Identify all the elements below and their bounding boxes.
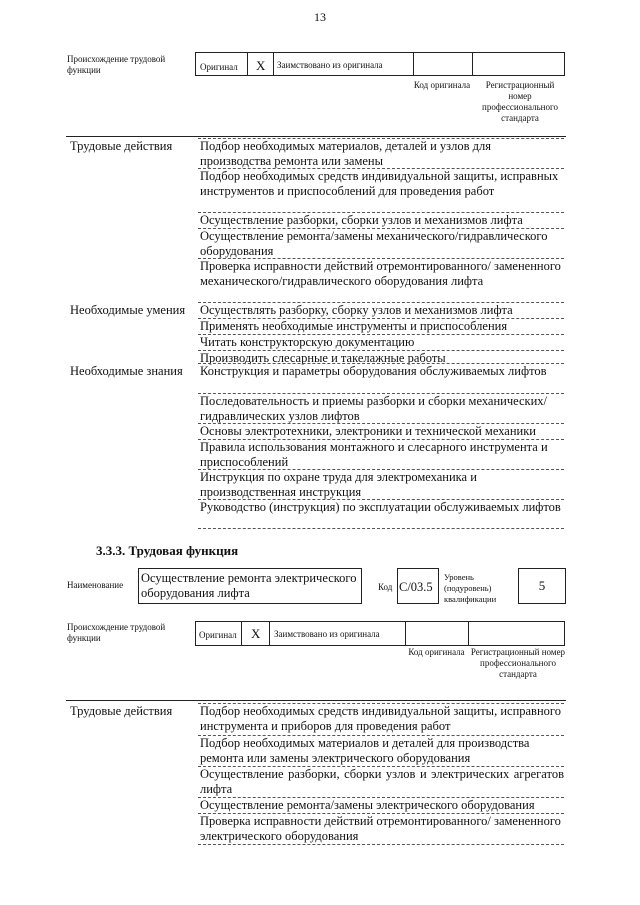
origin-label: Происхождение трудовой функции xyxy=(67,622,166,643)
code-caption: Код оригинала xyxy=(408,647,465,657)
action-row: Подбор необходимых материалов, деталей и узлов для производства ремонта или замены xyxy=(198,138,564,168)
action-row: Подбор необходимых материалов и деталей для производства ремонта или замены электрического оборудования xyxy=(198,735,564,766)
action-row: Подбор необходимых средств индивидуальной защиты, исправного инструмента и приборов для проведения работ xyxy=(198,703,564,735)
skill-row: Читать конструкторскую документацию xyxy=(198,334,564,350)
original-label: Оригинал xyxy=(199,630,237,640)
knowledge-label: Необходимые знания xyxy=(70,364,183,378)
action-row: Подбор необходимых средств индивидуальной защиты, исправных инструментов и приспособлений для проведения работ xyxy=(198,168,564,212)
code-caption: Код оригинала xyxy=(413,80,471,90)
knowledge-row: Основы электротехники, электроники и технической механики xyxy=(198,423,564,439)
knowledge-row: Конструкция и параметры оборудования обслуживаемых лифтов xyxy=(198,363,564,393)
skill-row: Осуществлять разборку, сборку узлов и механизмов лифта xyxy=(198,302,564,318)
original-label: Оригинал xyxy=(200,62,238,72)
name-value: Осуществление ремонта электрического оборудования лифта xyxy=(141,571,357,600)
knowledge-row: Руководство (инструкция) по эксплуатации обслуживаемых лифтов xyxy=(198,499,564,529)
level-value: 5 xyxy=(538,578,546,593)
skills-label: Необходимые умения xyxy=(70,303,186,317)
borrowed-label: Заимствовано из оригинала xyxy=(277,60,383,70)
skill-row: Применять необходимые инструменты и приспособления xyxy=(198,318,564,334)
original-mark: X xyxy=(251,626,261,641)
action-row: Осуществление разборки, сборки узлов и механизмов лифта xyxy=(198,212,564,228)
page-number: 13 xyxy=(314,10,326,24)
skill-row: Производить слесарные и такелажные работы xyxy=(198,350,564,366)
action-row: Проверка исправности действий отремонтированного/ замененного электрического оборудования xyxy=(198,813,564,845)
level-label: Уровень (подуровень) квалификации xyxy=(444,572,497,604)
knowledge-row: Инструкция по охране труда для электромеханика и производственная инструкция xyxy=(198,469,564,499)
section-heading: 3.3.3. Трудовая функция xyxy=(96,543,239,558)
name-label: Наименование xyxy=(67,580,124,590)
original-mark: X xyxy=(256,58,266,73)
action-row: Осуществление ремонта/замены электрического оборудования xyxy=(198,797,564,813)
action-row: Проверка исправности действий отремонтированного/ замененного механического/гидравлического оборудования лифта xyxy=(198,258,564,302)
action-row: Осуществление ремонта/замены механического/гидравлического оборудования xyxy=(198,228,564,258)
actions-label: Трудовые действия xyxy=(70,139,173,153)
reg-caption: Регистрационный номер профессионального стандарта xyxy=(482,80,558,123)
origin-label: Происхождение трудовой функции xyxy=(67,54,166,75)
code-label: Код xyxy=(378,582,393,592)
reg-caption: Регистрационный номер профессионального стандарта xyxy=(470,647,566,679)
knowledge-row: Последовательность и приемы разборки и сборки механических/ гидравлических узлов лифтов xyxy=(198,393,564,423)
action-row: Осуществление разборки, сборки узлов и электрических агрегатов лифта xyxy=(200,767,564,796)
borrowed-label: Заимствовано из оригинала xyxy=(274,629,380,639)
actions-label: Трудовые действия xyxy=(70,704,173,718)
code-value: C/03.5 xyxy=(399,580,433,594)
knowledge-row: Правила использования монтажного и слесарного инструмента и приспособлений xyxy=(198,439,564,469)
